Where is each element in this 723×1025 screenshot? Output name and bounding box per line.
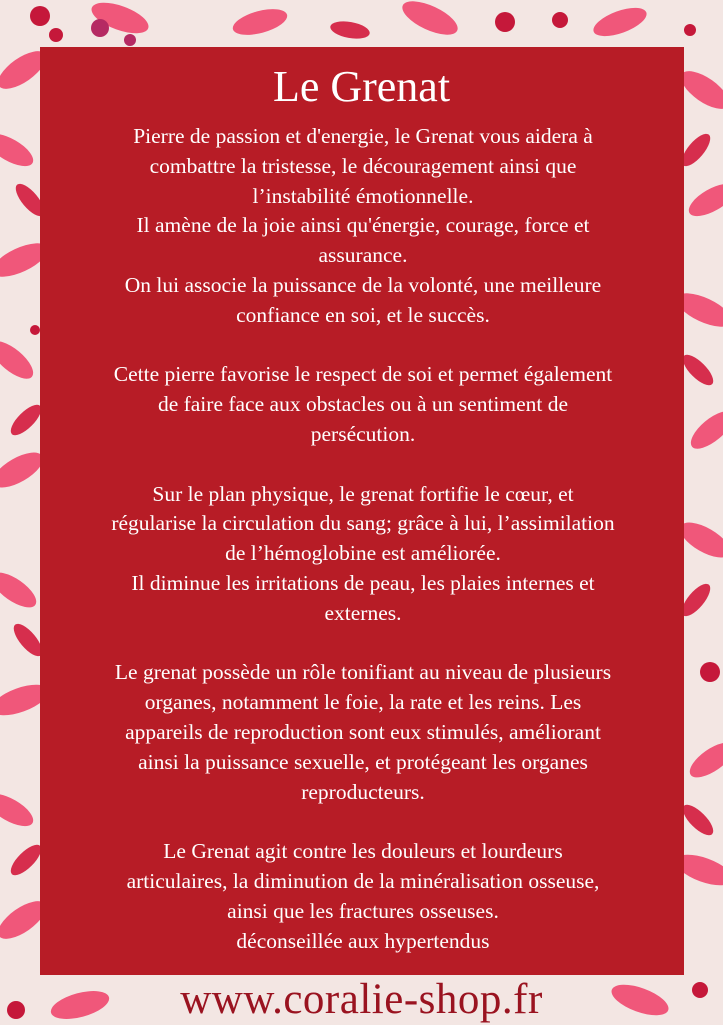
text-line: Sur le plan physique, le grenat fortifie le cœur, et (152, 481, 574, 506)
text-line: organes, notamment le foie, la rate et les reins. Les (144, 690, 582, 715)
text-line: ainsi que les fractures osseuses. (227, 898, 499, 923)
text-line: l’instabilité émotionnelle. (252, 183, 474, 208)
paragraph-organs (40, 658, 686, 807)
description-text (40, 122, 686, 956)
paragraph-physical (40, 480, 686, 629)
page-title: Le Grenat (272, 62, 451, 111)
text-line: régularise la circulation du sang; grâce à lui, l’assimilation (111, 511, 615, 536)
text-line: reproducteurs. (301, 779, 425, 804)
text-line: Il amène de la joie ainsi qu'énergie, courage, force et (136, 213, 590, 238)
text-line: On lui associe la puissance de la volonté, une meilleure (124, 272, 602, 297)
text-line: appareils de reproduction sont eux stimulés, améliorant (125, 719, 601, 744)
website-url[interactable]: www.coralie-shop.fr (180, 976, 543, 1023)
text-line: externes. (324, 600, 402, 625)
paragraph-joints (40, 837, 686, 956)
text-line: Cette pierre favorise le respect de soi et permet également (113, 362, 613, 387)
text-line: confiance en soi, et le succès. (236, 302, 490, 327)
text-line: ainsi la puissance sexuelle, et protégeant les organes (138, 749, 588, 774)
text-line: combattre la tristesse, le découragement ainsi que (149, 153, 577, 178)
text-line: articulaires, la diminution de la minéralisation osseuse, (126, 868, 600, 893)
text-line: Il diminue les irritations de peau, les plaies internes et (131, 570, 595, 595)
text-line: Le grenat possède un rôle tonifiant au niveau de plusieurs (114, 660, 612, 685)
text-line: de faire face aux obstacles ou à un sentiment de (157, 392, 569, 417)
paragraph-passion (40, 122, 686, 331)
text-line: Le Grenat agit contre les douleurs et lourdeurs (163, 839, 563, 864)
text-line: persécution. (310, 421, 416, 446)
text-line: Pierre de passion et d'energie, le Grenat vous aidera à (133, 124, 593, 148)
paragraph-respect (40, 360, 686, 449)
text-line: assurance. (318, 243, 408, 268)
text-line: de l’hémoglobine est améliorée. (225, 541, 501, 566)
text-line: déconseillée aux hypertendus (236, 928, 490, 953)
